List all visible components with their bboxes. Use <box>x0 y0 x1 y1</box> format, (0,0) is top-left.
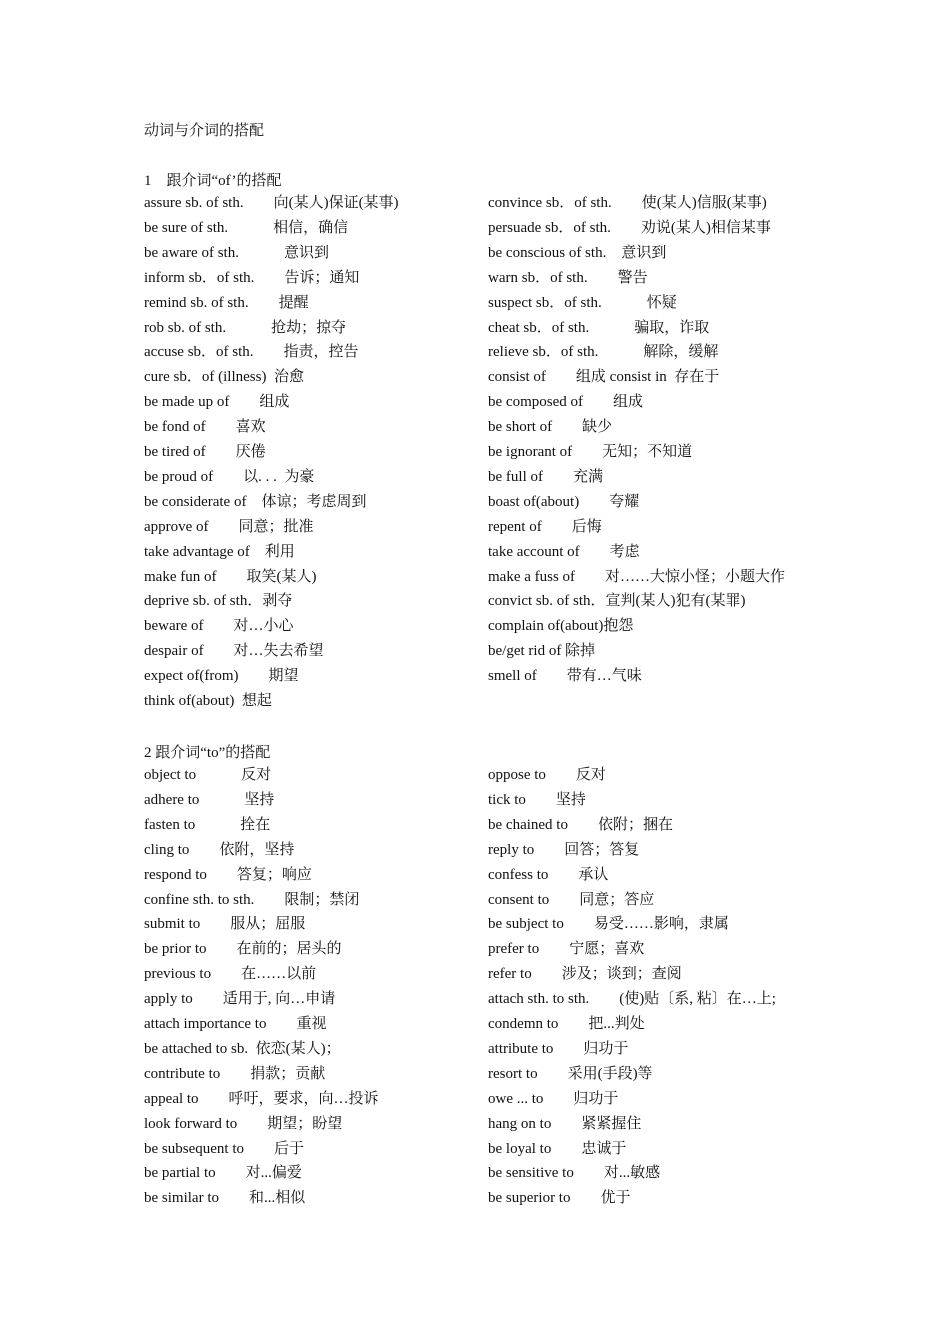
right-phrase-entry: consent to 同意；答应 <box>488 891 655 908</box>
phrase-row <box>0 319 950 343</box>
right-phrase-entry: tick to 坚持 <box>488 791 586 808</box>
left-phrase-entry: cling to 依附，坚持 <box>144 841 295 858</box>
right-phrase-entry: warn sb．of sth. 警告 <box>488 269 648 286</box>
right-phrase-entry: owe ... to 归功于 <box>488 1090 619 1107</box>
phrase-row <box>0 866 950 890</box>
right-phrase-entry: confess to 承认 <box>488 866 609 883</box>
right-phrase-entry: convict sb. of sth．宣判(某人)犯有(某罪) <box>488 593 746 610</box>
phrase-row <box>0 1090 950 1114</box>
right-phrase-entry: boast of(about) 夸耀 <box>488 493 640 510</box>
phrase-row <box>0 940 950 964</box>
left-phrase-entry: previous to 在……以前 <box>144 966 317 983</box>
left-phrase-entry: despair of 对…失去希望 <box>144 643 324 660</box>
right-phrase-entry: be superior to 优于 <box>488 1190 631 1207</box>
phrase-row <box>0 343 950 367</box>
phrase-row <box>0 1189 950 1213</box>
left-phrase-entry: be prior to 在前的；居头的 <box>144 941 342 958</box>
left-phrase-entry: make fun of 取笑(某人) <box>144 568 317 585</box>
left-phrase-entry: assure sb. of sth. 向(某人)保证(某事) <box>144 195 399 211</box>
right-phrase-entry: take account of 考虑 <box>488 543 640 560</box>
right-phrase-entry: be chained to 依附；捆在 <box>488 816 673 833</box>
left-phrase-entry: approve of 同意；批准 <box>144 518 314 535</box>
section-heading: 2 跟介词“to”的搭配 <box>144 745 271 761</box>
phrase-row <box>0 543 950 567</box>
right-phrase-entry: oppose to 反对 <box>488 767 606 783</box>
phrase-row <box>0 617 950 641</box>
left-phrase-entry: expect of(from) 期望 <box>144 668 299 685</box>
left-phrase-entry: be considerate of 体谅；考虑周到 <box>144 493 367 510</box>
phrase-row <box>0 1164 950 1188</box>
phrase-row <box>0 816 950 840</box>
left-phrase-entry: be subsequent to 后于 <box>144 1140 304 1157</box>
phrase-row <box>0 294 950 318</box>
phrase-row <box>0 791 950 815</box>
phrase-row <box>0 1140 950 1164</box>
right-phrase-entry: be/get rid of 除掉 <box>488 643 596 660</box>
left-phrase-entry: contribute to 捐款；贡献 <box>144 1065 326 1082</box>
phrase-row <box>0 667 950 691</box>
right-phrase-entry: hang on to 紧紧握住 <box>488 1115 642 1132</box>
left-phrase-entry: inform sb．of sth. 告诉；通知 <box>144 269 360 286</box>
right-phrase-entry: be full of 充满 <box>488 468 603 485</box>
left-phrase-entry: cure sb．of (illness) 治愈 <box>144 369 304 386</box>
right-phrase-entry: reply to 回答；答复 <box>488 841 640 858</box>
right-phrase-entry: be ignorant of 无知；不知道 <box>488 444 693 460</box>
left-phrase-entry: be sure of sth. 相信，确信 <box>144 219 349 236</box>
document-title: 动词与介词的搭配 <box>144 123 265 139</box>
left-phrase-entry: rob sb. of sth. 抢劫；掠夺 <box>144 319 347 336</box>
phrase-row <box>0 468 950 492</box>
left-phrase-entry: be proud of 以. . . 为豪 <box>144 468 315 485</box>
right-phrase-entry: prefer to 宁愿；喜欢 <box>488 941 645 958</box>
phrase-row <box>0 1040 950 1064</box>
left-phrase-entry: fasten to 拴在 <box>144 816 271 833</box>
right-phrase-entry: attach sth. to sth. (使)贴〔系, 粘〕在…上; <box>488 991 776 1008</box>
left-phrase-entry: apply to 适用于, 向…申请 <box>144 991 336 1008</box>
phrase-row <box>0 518 950 542</box>
phrase-row <box>0 418 950 442</box>
left-phrase-entry: adhere to 坚持 <box>144 791 275 808</box>
right-phrase-entry: be composed of 组成 <box>488 394 643 411</box>
left-phrase-entry: confine sth. to sth. 限制；禁闭 <box>144 891 360 908</box>
right-phrase-entry: refer to 涉及；谈到；查阅 <box>488 966 682 983</box>
left-phrase-entry: be fond of 喜欢 <box>144 419 266 436</box>
phrase-row <box>0 368 950 392</box>
left-phrase-entry: appeal to 呼吁，要求，向…投诉 <box>144 1090 379 1107</box>
phrase-row <box>0 568 950 592</box>
right-phrase-entry: repent of 后悔 <box>488 518 602 535</box>
right-phrase-entry: be loyal to 忠诚于 <box>488 1140 627 1157</box>
left-phrase-entry: be attached to sb. 依恋(某人)； <box>144 1040 341 1057</box>
right-phrase-entry: consist of 组成 consist in 存在于 <box>488 369 720 386</box>
right-phrase-entry: suspect sb．of sth. 怀疑 <box>488 294 677 311</box>
left-phrase-entry: be aware of sth. 意识到 <box>144 244 329 261</box>
right-phrase-entry: resort to 采用(手段)等 <box>488 1065 653 1082</box>
phrase-row <box>0 194 950 218</box>
right-phrase-entry: be sensitive to 对...敏感 <box>488 1165 661 1182</box>
right-phrase-entry: cheat sb．of sth. 骗取，诈取 <box>488 319 710 336</box>
phrase-row <box>0 244 950 268</box>
phrase-row <box>0 990 950 1014</box>
left-phrase-entry: be partial to 对...偏爱 <box>144 1165 302 1182</box>
left-phrase-entry: respond to 答复；响应 <box>144 866 312 883</box>
right-phrase-entry: relieve sb．of sth. 解除，缓解 <box>488 344 719 361</box>
phrase-row <box>0 642 950 666</box>
phrase-row <box>0 269 950 293</box>
left-phrase-entry: attach importance to 重视 <box>144 1016 327 1032</box>
right-phrase-entry: be short of 缺少 <box>488 419 613 436</box>
phrase-row <box>0 841 950 865</box>
phrase-row <box>0 692 950 716</box>
right-phrase-entry: condemn to 把...判处 <box>488 1016 645 1032</box>
phrase-row <box>0 1065 950 1089</box>
phrase-row <box>0 1115 950 1139</box>
left-phrase-entry: deprive sb. of sth．剥夺 <box>144 593 293 610</box>
right-phrase-entry: attribute to 归功于 <box>488 1040 629 1057</box>
phrase-row <box>0 443 950 467</box>
left-phrase-entry: think of(about) 想起 <box>144 693 272 709</box>
right-phrase-entry: complain of(about)抱怨 <box>488 618 634 635</box>
phrase-row <box>0 219 950 243</box>
section-heading: 1 跟介词“of’的搭配 <box>144 173 282 189</box>
right-phrase-entry: smell of 带有…气味 <box>488 668 642 685</box>
right-phrase-entry: convince sb．of sth. 使(某人)信服(某事) <box>488 195 767 211</box>
left-phrase-entry: be made up of 组成 <box>144 394 290 411</box>
phrase-row <box>0 891 950 915</box>
left-phrase-entry: take advantage of 利用 <box>144 543 295 560</box>
phrase-row <box>0 766 950 790</box>
left-phrase-entry: object to 反对 <box>144 767 272 783</box>
left-phrase-entry: accuse sb．of sth. 指责，控告 <box>144 344 359 361</box>
phrase-row <box>0 915 950 939</box>
left-phrase-entry: remind sb. of sth. 提醒 <box>144 294 309 311</box>
phrase-row <box>0 1015 950 1039</box>
right-phrase-entry: make a fuss of 对……大惊小怪；小题大作 <box>488 568 786 585</box>
left-phrase-entry: be tired of 厌倦 <box>144 444 266 460</box>
left-phrase-entry: beware of 对…小心 <box>144 618 294 635</box>
left-phrase-entry: submit to 服从；屈服 <box>144 916 306 933</box>
right-phrase-entry: persuade sb．of sth. 劝说(某人)相信某事 <box>488 219 771 236</box>
left-phrase-entry: look forward to 期望；盼望 <box>144 1115 343 1132</box>
phrase-row <box>0 493 950 517</box>
left-phrase-entry: be similar to 和...相似 <box>144 1190 306 1207</box>
phrase-row <box>0 592 950 616</box>
phrase-row <box>0 393 950 417</box>
phrase-row <box>0 965 950 989</box>
right-phrase-entry: be subject to 易受……影响，隶属 <box>488 916 729 933</box>
right-phrase-entry: be conscious of sth. 意识到 <box>488 244 667 261</box>
